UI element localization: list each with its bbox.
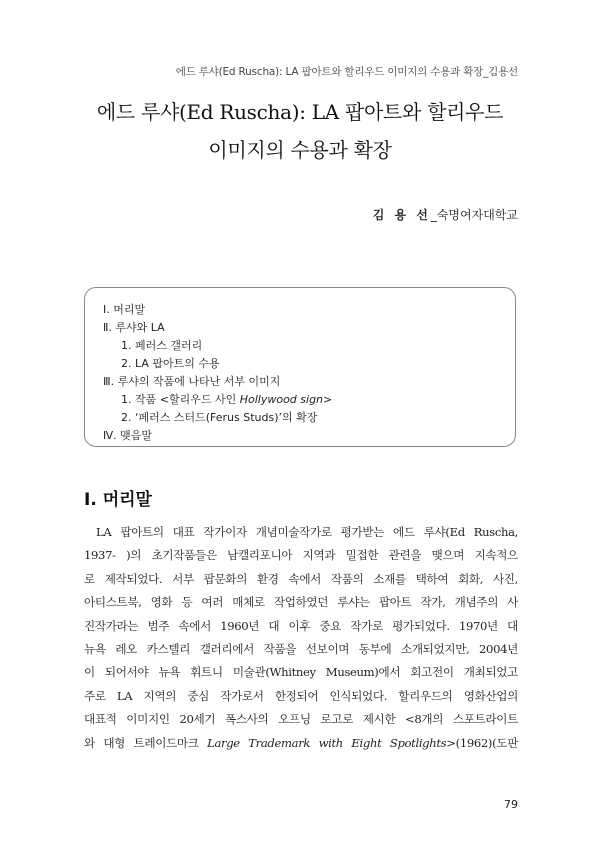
body-line-text: 와 대형 트레이드마크 (84, 735, 208, 750)
toc-item: Ⅳ. 맺음말 (103, 429, 153, 442)
body-line: 로 제작되었다. 서부 팝문화의 환경 속에서 작품의 소재를 택하여 회화, 사진, (84, 571, 518, 586)
page-number: 79 (504, 798, 518, 811)
body-line: 이 되어서야 뉴욕 휘트니 미술관(Whitney Museum)에서 회고전이 개최되었고 (84, 665, 518, 680)
toc-item-italic-title: Hollywood sign (239, 393, 324, 406)
author-name: 김 용 선 (372, 208, 431, 222)
body-paragraph (84, 521, 518, 755)
toc-item: Ⅰ. 머리말 (103, 303, 146, 316)
body-line: LA 팝아트의 대표 작가이자 개념미술작가로 평가받는 에드 루샤(Ed Ruscha, (96, 525, 518, 539)
article-title-line-1: 에드 루샤(Ed Ruscha): LA 팝아트와 할리우드 (96, 100, 504, 124)
author-affiliation: _숙명여자대학교 (430, 208, 518, 222)
toc-item-text: > (323, 393, 333, 406)
toc-item: Ⅱ. 루샤와 LA (103, 321, 165, 334)
body-line: 아티스트북, 영화 등 여러 매체로 작업하였던 루샤는 팝아트 작가, 개념주의 사 (84, 595, 518, 610)
author-block (373, 206, 518, 223)
body-line: 대표적 이미지인 20세기 폭스사의 오프닝 로고로 제시한 <8개의 스포트라이트 (84, 712, 518, 727)
body-line: 진작가라는 범주 속에서 1960년 대 이후 중요 작가로 평가되었다. 1970년 대 (84, 618, 518, 633)
toc-item: 1. 페러스 갤러리 (121, 339, 203, 352)
artwork-title-italic: Large Trademark with Eight Spotlights (207, 735, 447, 750)
toc-item: 2. ‘페러스 스터드(Ferus Studs)’의 확장 (121, 411, 318, 424)
toc-item: Ⅲ. 루샤의 작품에 나타난 서부 이미지 (103, 375, 281, 388)
body-line: 주로 LA 지역의 중심 작가로서 한정되어 인식되었다. 할리우드의 영화산업의 (84, 688, 518, 703)
article-title-line-2: 이미지의 수용과 확장 (208, 138, 392, 162)
toc-item (103, 391, 332, 409)
body-line (84, 732, 518, 755)
toc-item: 2. LA 팝아트의 수용 (121, 357, 220, 370)
section-heading: Ⅰ. 머리말 (84, 490, 152, 510)
body-line: 1937- )의 초기작품들은 남캘리포니아 지역과 밀접한 관련을 맺으며 지속적으 (84, 548, 518, 563)
toc-item-text: 1. 작품 <할리우드 사인 (121, 393, 240, 406)
running-head: 에드 루샤(Ed Ruscha): LA 팝아트와 할리우드 이미지의 수용과 확장_김용선 (175, 66, 518, 78)
table-of-contents (103, 301, 332, 445)
body-line-text: >(1962)(도판 (446, 735, 518, 750)
table-of-contents-box (84, 287, 516, 447)
body-line: 뉴욕 레오 카스텔리 갤러리에서 작품을 선보이며 동부에 소개되었지만, 2004년 (84, 642, 518, 657)
